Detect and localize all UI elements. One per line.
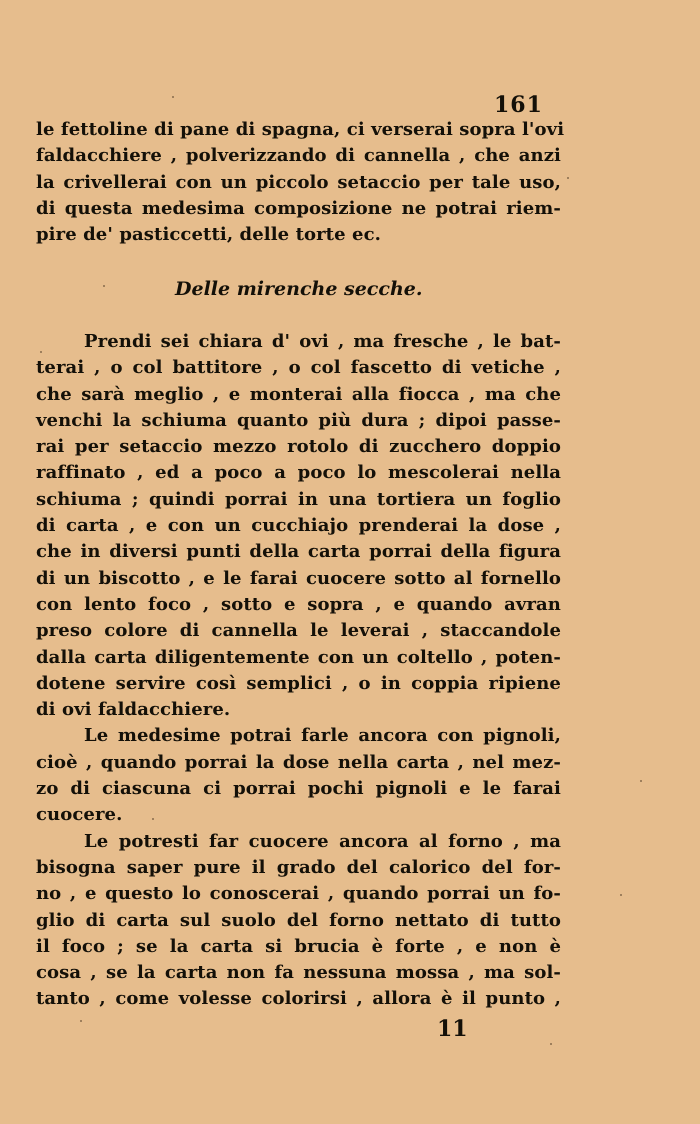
text-line: cosa , se la carta non fa nessuna mossa , ma sol- [36,962,561,984]
scan-speck [567,177,569,179]
text-line: terai , o col battitore , o col fascetto di vetiche , [36,357,561,379]
text-line: cioè , quando porrai la dose nella carta , nel mez- [36,751,561,773]
text-line: raffinato , ed a poco a poco lo mescolerai nella [36,462,561,484]
scan-speck [152,818,154,820]
text-line: no , e questo lo conoscerai , quando porrai un fo- [36,883,561,905]
scan-speck [620,894,622,896]
text-line: schiuma ; quindi porrai in una tortiera un foglio [36,488,561,510]
text-line: dalla carta diligentemente con un coltello , poten- [36,646,561,668]
text-line: bisogna saper pure il grado del calorico del for- [36,856,561,878]
scan-speck [80,1020,82,1022]
text-line: zo di ciascuna ci porrai pochi pignoli e le farai [36,778,561,800]
scan-speck [640,780,642,782]
text-line: faldacchiere , polverizzando di cannella , che anzi [36,145,561,167]
text-line: dotene servire così semplici , o in coppia ripiene [36,672,561,694]
text-line: Prendi sei chiara d' ovi , ma fresche , le bat- [84,331,561,352]
text-line: con lento foco , sotto e sopra , e quando avran [36,593,561,615]
page-number: 161 [494,92,543,118]
text-line: la crivellerai con un piccolo setaccio per tale uso, [36,171,561,193]
text-line: rai per setaccio mezzo rotolo di zucchero doppio [36,436,561,458]
text-line: di questa medesima composizione ne potrai riem- [36,197,561,219]
text-line: pire de' pasticcetti, delle torte ec. [36,224,381,246]
section-heading: Delle mirenche secche. [175,278,423,300]
recipe-body [36,329,561,1013]
scan-speck [550,1043,552,1045]
signature-mark: 11 [437,1016,468,1042]
text-line: che sarà meglio , e monterai alla fiocca , ma che [36,383,561,405]
text-line: le fettoline di pane di spagna, ci verserai sopra l'ovi [36,119,565,140]
text-line: cuocere. [36,804,123,826]
scan-speck [172,96,174,98]
text-line: di un biscotto , e le farai cuocere sotto al fornello [36,567,561,589]
text-line: venchi la schiuma quanto più dura ; dipoi passe- [36,409,561,431]
text-line: glio di carta sul suolo del forno nettato di tutto [36,909,561,931]
scan-speck [40,351,42,353]
text-line: di carta , e con un cucchiajo prenderai la dose , [36,515,561,537]
text-line: preso colore di cannella le leverai , staccandole [36,620,561,642]
text-line: Le potresti far cuocere ancora al forno , ma [84,830,561,852]
text-line: che in diversi punti della carta porrai della figura [36,541,561,563]
text-line: Le medesime potrai farle ancora con pignoli, [84,725,561,747]
text-line: tanto , come volesse colorirsi , allora è il punto , [36,988,561,1010]
text-line: il foco ; se la carta si brucia è forte , e non è [36,935,561,957]
intro-paragraph [36,117,565,248]
text-line: di ovi faldacchiere. [36,699,231,721]
scan-speck [103,285,105,287]
